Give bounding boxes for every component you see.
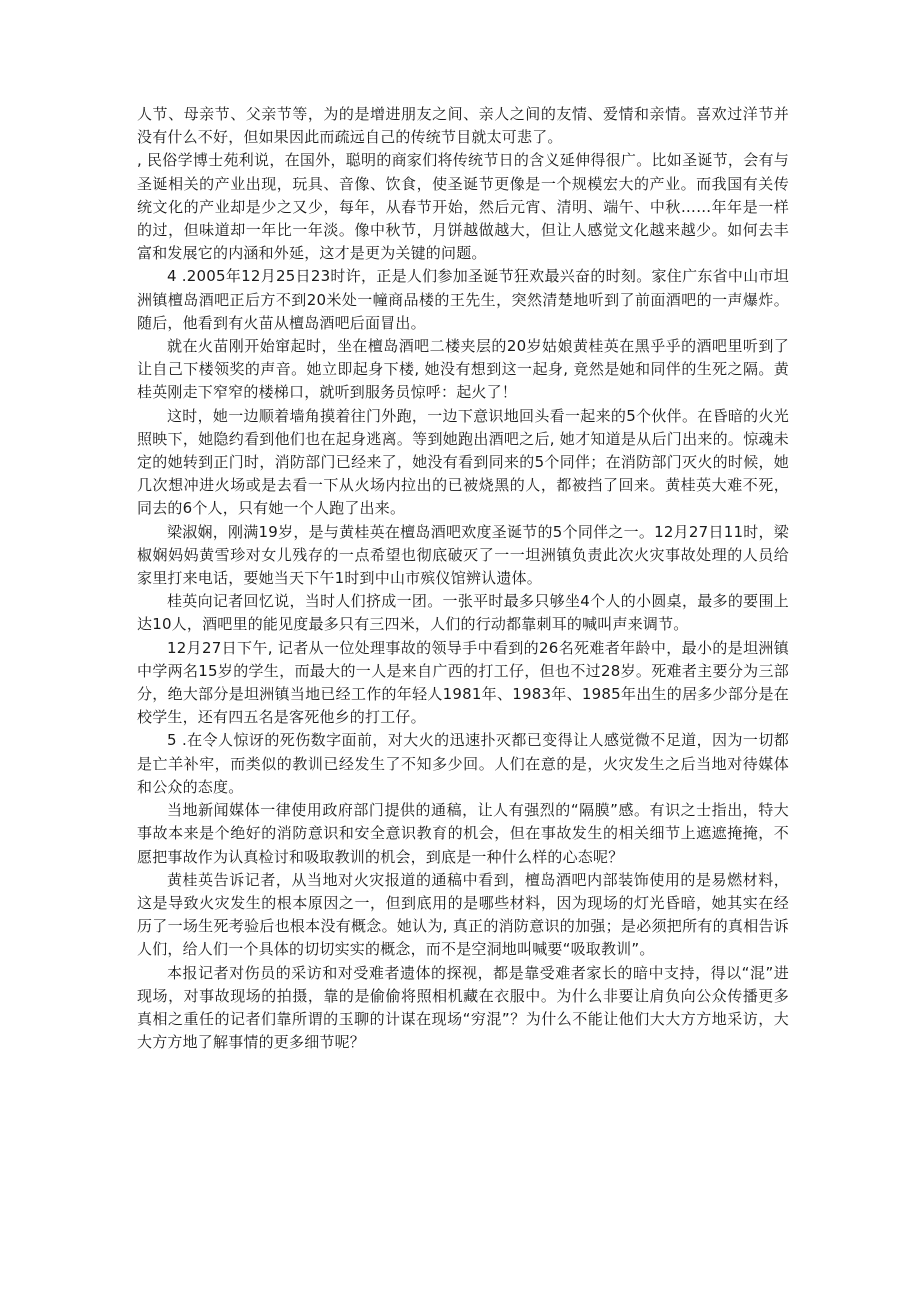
paragraph-7: 桂英向记者回忆说，当时人们挤成一团。一张平时最多只够坐4个人的小圆桌，最多的要围上达10人，酒吧里的能见度最多只有三四米，人们的行动都靠刺耳的喊叫声来调节。 [137,592,789,634]
paragraph-8: 12月27日下午, 记者从一位处理事故的领导手中看到的26名死难者年龄中，最小的是坦洲镇中学两名15岁的学生，而最大的一人是来自广西的打工仔，但也不过28岁。死难者主要分为三部分，绝大部分是坦洲镇当地已经工作的年轻人1981年、1983年、1985年出生的居多少部分是在校学生，还有四五名是客死他乡的打工仔。 [137,638,789,727]
paragraph-6: 梁淑娴，刚满19岁，是与黄桂英在檀岛酒吧欢度圣诞节的5个同伴之一。12月27日11时，梁椒娴妈妈黄雪珍对女儿残存的一点希望也彻底破灭了一一坦洲镇负责此次火灾事故处理的人员给家里打来电话，要她当天下午1时到中山市殡仪馆辨认遗体。 [137,522,789,588]
paragraph-11: 黄桂英告诉记者，从当地对火灾报道的通稿中看到，檀岛酒吧内部装饰使用的是易燃材料，这是导致火灾发生的根本原因之一，但到底用的是哪些材料，因为现场的灯光昏暗，她其实在经历了一场生死考验后也根本没有概念。她认为, 真正的消防意识的加强；是必须把所有的真相告诉人们，给人们一个具体的切切实实的概念，而不是空洞地叫喊要“吸取教训”。 [137,870,789,959]
paragraph-9: 5 .在令人惊讶的死伤数字面前，对大火的迅速扑灭都已变得让人感觉微不足道，因为一切都是亡羊补牢，而类似的教训已经发生了不知多少回。人们在意的是，火灾发生之后当地对待媒体和公众的态度。 [137,731,789,796]
paragraph-2: , 民俗学博士苑利说，在国外，聪明的商家们将传统节日的含义延伸得很广。比如圣诞节，会有与圣诞相关的产业出现，玩具、音像、饮食，使圣诞节更像是一个规模宏大的产业。而我国有关传统文化的产业却是少之又少，每年，从春节开始，然后元宵、清明、端午、中秋……年年是一样的过，但味道却一年比一年淡。像中秋节，月饼越做越大，但让人感觉文化越来越少。如何去丰富和发展它的内涵和外延，这才是更为关键的问题。 [137,151,789,263]
paragraph-5: 这时，她一边顺着墙角摸着往门外跑，一边下意识地回头看一起来的5个伙伴。在昏暗的火光照映下，她隐约看到他们也在起身逃离。等到她跑出酒吧之后, 她才知道是从后门出来的。惊魂未定的她转到正门时，消防部门已经来了，她没有看到同来的5个同伴；在消防部门灭火的时候，她几次想冲进火场或是去看一下从火场内拉出的已被烧黑的人，都被挡了回来。黄桂英大难不死，同去的6个人，只有她一个人跑了出来。 [137,406,789,518]
paragraph-10: 当地新闻媒体一律使用政府部门提供的通稿，让人有强烈的“隔膜”感。有识之士指出，特大事故本来是个绝好的消防意识和安全意识教育的机会，但在事故发生的相关细节上遮遮掩掩，不愿把事故作为认真检讨和吸取教训的机会，到底是一种什么样的心态呢？ [137,801,789,866]
document-body [137,103,789,1054]
paragraph-1: 人节、母亲节、父亲节等，为的是增进朋友之间、亲人之间的友情、爱情和亲情。喜欢过洋节并没有什么不好，但如果因此而疏远自己的传统节目就太可悲了。 [137,105,789,147]
paragraph-3: 4 .2005年12月25日23时许，正是人们参加圣诞节狂欢最兴奋的时刻。家住广东省中山市坦洲镇檀岛酒吧正后方不到20米处一幢商品楼的王先生，突然清楚地听到了前面酒吧的一声爆炸。随后，他看到有火苗从檀岛酒吧后面冒出。 [137,267,789,332]
paragraph-4: 就在火苗刚开始窜起时，坐在檀岛酒吧二楼夹层的20岁姑娘黄桂英在黑乎乎的酒吧里听到了让自己下楼领奖的声音。她立即起身下楼, 她没有想到这一起身, 竟然是她和同伴的生死之隔。黄桂英刚走下窄窄的楼梯口，就听到服务员惊呼：起火了！ [137,337,789,402]
paragraph-12: 本报记者对伤员的采访和对受难者遗体的探视，都是靠受难者家长的暗中支持，得以“混”进现场，对事故现场的拍摄，靠的是偷偷将照相机藏在衣服中。为什么非要让肩负向公众传播更多真相之重任的记者们靠所谓的玉聊的计谋在现场“穷混”？为什么不能让他们大大方方地采访，大大方方地了解事情的更多细节呢？ [137,963,789,1052]
